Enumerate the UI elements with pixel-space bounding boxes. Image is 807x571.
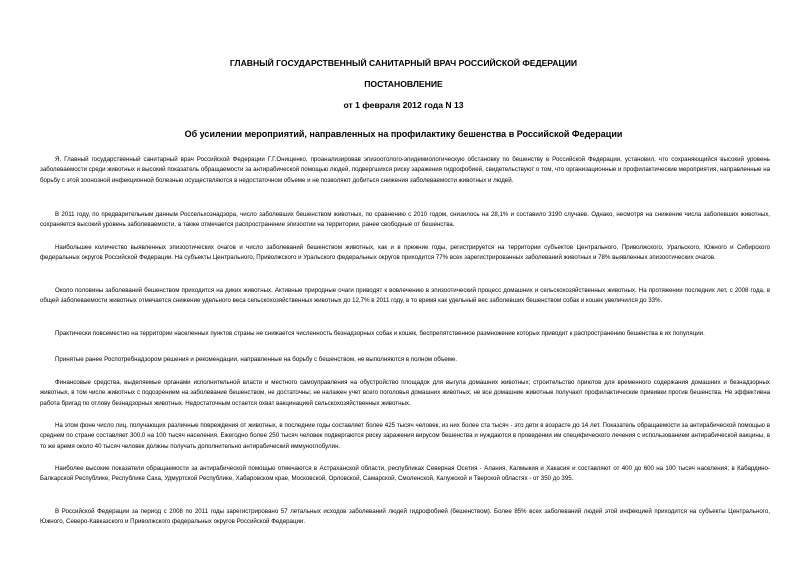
paragraph-6: Принятые ранее Роспотребнадзором решения и рекомендации, направленные на борьбу с бешенством, не выполняются в полном объеме. <box>55 356 458 363</box>
paragraph-8: На этом фоне число лиц, получающих различные повреждения от животных, в последние годы составляет более 425 тысяч человек, из них более ста тысяч - это дети в возрасте до 14 лет. Показатель обращаемости за антирабической помощью в среднем по стране составляет 300,0 на 100 тысяч населения. Ежегодно более 250 тысяч человек подвергаются риску заражения вирусом бешенства и нуждаются в проведении им специфического лечения с использованием антирабической вакцины, в то же время около 40 тысяч человек должны получать дополнительно антирабический иммуноглобулин. <box>40 422 770 450</box>
document-subject: Об усилении мероприятий, направленных на профилактику бешенства в Российской Федерации <box>184 129 623 139</box>
document-type: ПОСТАНОВЛЕНИЕ <box>364 79 443 89</box>
paragraph-1: Я, Главный государственный санитарный врач Российской Федерации Г.Г.Онищенко, проанализировав эпизоотолого-эпидемиологическую обстановку по бешенству в Российской Федерации, установил, что сохраняющийся высокий уровень заболеваемости среди животных и высокий показатель обращаемости за антирабической помощью людей, подвергшихся риску заражения гидрофобией, свидетельствуют о том, что организационные и профилактические мероприятия, направленные на борьбу с этой зоонозной инфекционной болезнью осуществляются в недостаточном объеме и не позволяют добиться снижения заболеваемости животных и людей. <box>40 156 770 184</box>
paragraph-5: Практически повсеместно на территории населенных пунктов страны не снижается численность безнадзорных собак и кошек, беспрепятственное размножение которых приводит к распространению бешенства в их популяции. <box>55 330 705 337</box>
paragraph-3: Наибольшее количество выявленных эпизоотических очагов и число заболеваний бешенством животных, как и в прежние годы, регистрируется на территории субъектов Центрального, Приволжского, Уральского, Южного и Сибирского федеральных округов Российской Федерации. На субъекты Центрального, Приволжского и Уральского федеральных округов приходится 77% всех зарегистрированных заболеваний животных и 78% выявленных эпизоотических очагов. <box>40 244 770 262</box>
paragraph-10: В Российской Федерации за период с 2008 по 2011 годы зарегистрировано 57 летальных исходов заболеваний людей гидрофобией (бешенством). Более 85% всех заболеваний людей этой инфекцией приходится на субъекты Центрального, Южного, Северо-Кавказского и Приволжского федеральных округов Российской Федерации. <box>40 508 770 526</box>
paragraph-4: Около половины заболеваний бешенством приходится на диких животных. Активные природные очаги приводят к вовлечению в эпизоотический процесс домашних и сельскохозяйственных животных. На протяжении последних лет, с 2008 года, в общей заболеваемости животных отмечается снижение удельного веса сельскохозяйственных животных до 12,7% в 2011 году, в то время как удельный вес заболевших бешенством собак и кошек увеличился до 33%. <box>40 287 770 305</box>
issuing-authority: ГЛАВНЫЙ ГОСУДАРСТВЕННЫЙ САНИТАРНЫЙ ВРАЧ РОССИЙСКОЙ ФЕДЕРАЦИИ <box>229 58 578 68</box>
document-date-number: от 1 февраля 2012 года N 13 <box>343 100 464 110</box>
paragraph-7: Финансовые средства, выделяемые органами исполнительной власти и местного самоуправления на обустройство площадок для выгула домашних животных; строительство приютов для временного содержания домашних и безнадзорных животных, в том числе животных с подозрением на заболевание бешенством, не достаточны; не налажен учет всего поголовья домашних животных; не все домашние животные получают профилактические прививки против бешенства. Не эффективна работа бригад по отлову безнадзорных животных. Недостаточным остается охват вакцинацией сельскохозяйственных животных. <box>40 379 770 407</box>
paragraph-9: Наиболее высокие показатели обращаемости за антирабической помощью отмечаются в Астраханской области, республиках Северная Осетия - Алания, Калмыкия и Хакасия и составляют от 400 до 600 на 100 тысяч населения; в Кабардино-Балкарской Республике, Республике Саха, Удмуртской Республике, Хабаровском крае, Московской, Орловской, Самарской, Смоленской, Калужской и Тверской областях - от 350 до 395. <box>40 465 770 483</box>
paragraph-2: В 2011 году, по предварительным данным Россельхознадзора, число заболевших бешенством животных, по сравнению с 2010 годом, снизилось на 28,1% и составило 3190 случаев. Однако, несмотря на снижение числа заболевших животных, сохраняется высокий уровень заболеваемости, а также отмечается распространение эпизоотии на территории, ранее свободные от бешенства. <box>40 211 770 229</box>
